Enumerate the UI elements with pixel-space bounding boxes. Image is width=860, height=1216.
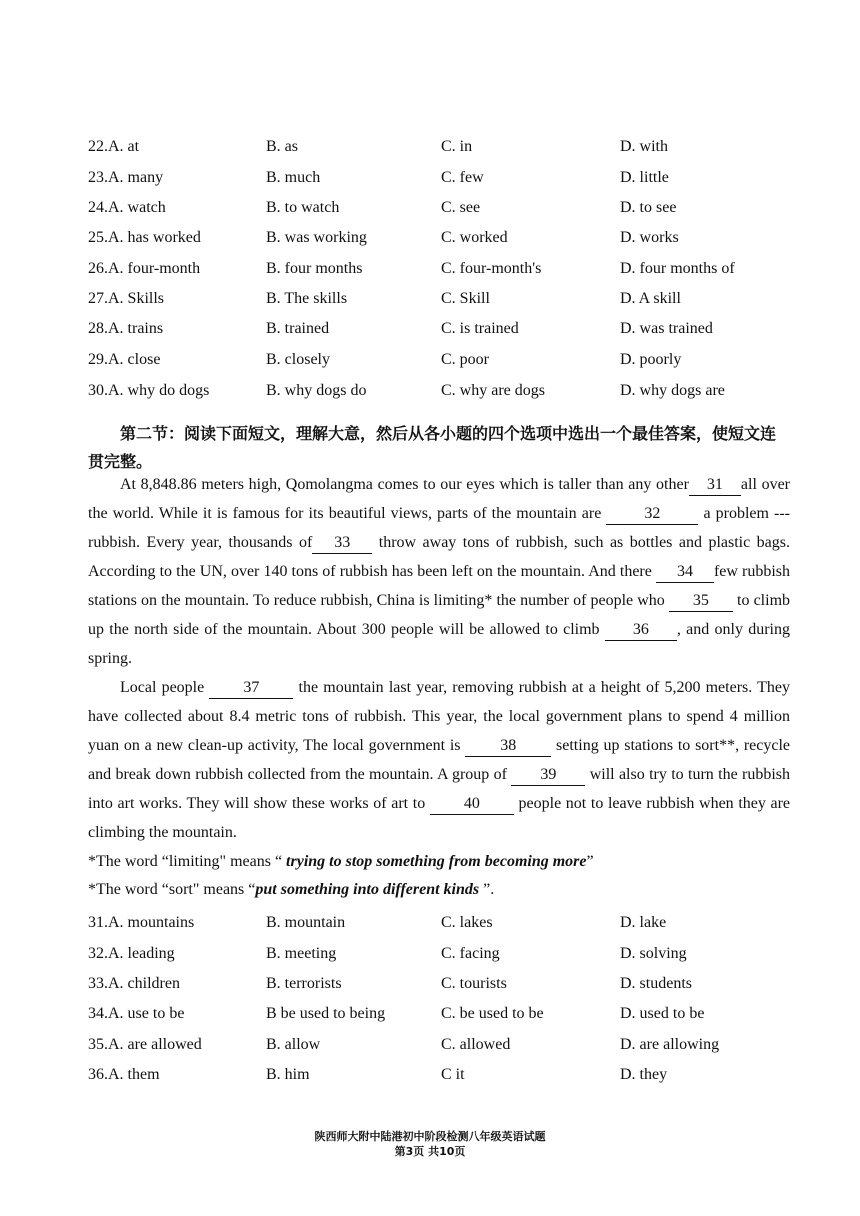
option-c: C. worked <box>441 229 508 246</box>
passage-text: a problem --- rubbish. Every year, thousands of <box>88 505 791 551</box>
option-a <box>88 1032 202 1058</box>
option-c: C. facing <box>441 945 500 962</box>
passage-text: At 8,848.86 meters high, Qomolangma comes to our eyes which is taller than any other <box>120 476 689 493</box>
option-a <box>88 910 194 936</box>
blank-37: 37 <box>209 678 293 699</box>
passage-text: to climb up the north side of the mountain. About 300 people will be allowed to climb <box>88 592 791 638</box>
option-d: D. they <box>620 1066 668 1083</box>
footer-school-title: 陕西师大附中陆港初中阶段检测八年级英语试题 <box>314 1130 546 1143</box>
option-a-text: A. many <box>108 169 164 186</box>
option-a <box>88 286 164 312</box>
option-c: C. is trained <box>441 320 519 337</box>
footer-page-number: 第3页 共10页 <box>394 1145 466 1158</box>
option-c: C. in <box>441 138 473 155</box>
footnote-text: ”. <box>479 881 495 898</box>
option-d: D. little <box>620 169 669 186</box>
passage-text: , and only during spring. <box>88 621 790 667</box>
option-b: B. meeting <box>266 945 337 962</box>
question-row-32 <box>88 941 788 967</box>
option-a-text: A. them <box>108 1066 160 1083</box>
question-row-24 <box>88 195 788 221</box>
option-a-text: A. mountains <box>108 914 195 931</box>
option-a-text: A. are allowed <box>108 1036 202 1053</box>
question-number: 29. <box>88 351 108 368</box>
question-row-29 <box>88 347 788 373</box>
option-a-text: A. trains <box>108 320 164 337</box>
option-d: D. with <box>620 138 668 155</box>
option-a <box>88 165 163 191</box>
question-number: 36. <box>88 1066 108 1083</box>
option-d: D. why dogs are <box>620 382 725 399</box>
option-b: B. him <box>266 1066 310 1083</box>
option-d: D. four months of <box>620 260 735 277</box>
option-a <box>88 1062 160 1088</box>
footnote-definition: put something into different kinds <box>255 881 480 898</box>
passage-text: all over the world. While it is famous for its beautiful views, parts of the mountain are <box>88 476 791 522</box>
blank-33: 33 <box>312 533 372 554</box>
option-a-text: A. leading <box>108 945 175 962</box>
passage-text: people not to leave rubbish when they are climbing the mountain. <box>88 795 791 841</box>
option-d: D. to see <box>620 199 677 216</box>
question-number: 34. <box>88 1005 108 1022</box>
option-c: C. four-month's <box>441 260 542 277</box>
option-d: D. students <box>620 975 692 992</box>
question-number: 23. <box>88 169 108 186</box>
question-number: 28. <box>88 320 108 337</box>
question-row-27 <box>88 286 788 312</box>
question-number: 31. <box>88 914 108 931</box>
blank-34: 34 <box>656 562 714 583</box>
option-b: B. to watch <box>266 199 340 216</box>
question-number: 27. <box>88 290 108 307</box>
option-a-text: A. use to be <box>108 1005 185 1022</box>
option-c: C. lakes <box>441 914 493 931</box>
footnote-limiting <box>88 850 594 874</box>
question-row-30 <box>88 378 788 404</box>
option-d: D. used to be <box>620 1005 705 1022</box>
footnote-text: ” <box>586 853 594 870</box>
option-d: D. works <box>620 229 679 246</box>
option-a <box>88 195 166 221</box>
option-c: C it <box>441 1066 465 1083</box>
passage-text: will also try to turn the rubbish into art works. They will show these works of art to <box>88 766 791 812</box>
option-a-text: A. why do dogs <box>108 382 210 399</box>
blank-36: 36 <box>605 620 677 641</box>
passage-text: the mountain last year, removing rubbish at a height of 5,200 meters. They have collected about 8.4 metric tons of rubbish. This year, the local government plans to spend 4 million yuan on a new clean-up activity, The local government is <box>88 679 791 754</box>
question-row-36 <box>88 1062 788 1088</box>
option-a <box>88 316 163 342</box>
question-number: 24. <box>88 199 108 216</box>
option-b: B. much <box>266 169 321 186</box>
question-number: 35. <box>88 1036 108 1053</box>
option-a-text: A. close <box>108 351 161 368</box>
option-a <box>88 971 180 997</box>
option-a <box>88 134 139 160</box>
option-d: D. A skill <box>620 290 681 307</box>
option-b: B. was working <box>266 229 367 246</box>
footnote-definition: trying to stop something from becoming more <box>286 853 587 870</box>
option-b: B. why dogs do <box>266 382 367 399</box>
option-d: D. lake <box>620 914 667 931</box>
option-a <box>88 225 201 251</box>
question-row-25 <box>88 225 788 251</box>
option-c: C. see <box>441 199 481 216</box>
option-a <box>88 1001 184 1027</box>
option-a <box>88 378 209 404</box>
passage-text: throw away tons of rubbish, such as bottles and plastic bags. According to the UN, over 140 tons of rubbish has been left on the mountain. And there <box>88 534 790 580</box>
question-number: 33. <box>88 975 108 992</box>
passage-text: few rubbish stations on the mountain. To reduce rubbish, China is limiting* the number of people who <box>88 563 791 609</box>
blank-32: 32 <box>606 504 698 525</box>
option-c: C. why are dogs <box>441 382 545 399</box>
blank-35: 35 <box>669 591 733 612</box>
option-a-text: A. four-month <box>108 260 201 277</box>
option-b: B be used to being <box>266 1005 386 1022</box>
footnote-text: *The word “limiting" means “ <box>88 853 287 870</box>
option-d: D. are allowing <box>620 1036 720 1053</box>
question-number: 26. <box>88 260 108 277</box>
option-c: C. few <box>441 169 484 186</box>
question-number: 22. <box>88 138 108 155</box>
question-number: 30. <box>88 382 108 399</box>
passage-paragraph-1 <box>88 470 790 673</box>
question-row-34 <box>88 1001 788 1027</box>
passage-text: Local people <box>120 679 205 696</box>
question-number: 25. <box>88 229 108 246</box>
option-a <box>88 347 160 373</box>
option-b: B. as <box>266 138 298 155</box>
option-a-text: A. Skills <box>108 290 165 307</box>
option-b: B. four months <box>266 260 363 277</box>
option-a <box>88 941 175 967</box>
option-a-text: A. has worked <box>108 229 201 246</box>
blank-40: 40 <box>430 794 514 815</box>
option-d: D. poorly <box>620 351 682 368</box>
question-row-35 <box>88 1032 788 1058</box>
option-b: B. trained <box>266 320 330 337</box>
question-row-31 <box>88 910 788 936</box>
passage <box>88 470 790 847</box>
option-a <box>88 256 200 282</box>
footnote-sort <box>88 878 494 902</box>
option-d: D. was trained <box>620 320 713 337</box>
passage-text: setting up stations to sort**, recycle and break down rubbish collected from the mountain. A group of <box>88 737 791 783</box>
option-a-text: A. watch <box>108 199 166 216</box>
option-a-text: A. children <box>108 975 180 992</box>
question-row-23 <box>88 165 788 191</box>
question-row-28 <box>88 316 788 342</box>
option-d: D. solving <box>620 945 687 962</box>
option-b: B. The skills <box>266 290 348 307</box>
option-c: C. allowed <box>441 1036 511 1053</box>
option-c: C. be used to be <box>441 1005 544 1022</box>
option-b: B. allow <box>266 1036 321 1053</box>
footnote-text: *The word “sort" means “ <box>88 881 256 898</box>
question-number: 32. <box>88 945 108 962</box>
section-heading: 第二节：阅读下面短文，理解大意，然后从各小题的四个选项中选出一个最佳答案，使短文连贯完整。 <box>88 424 777 471</box>
option-b: B. terrorists <box>266 975 342 992</box>
option-b: B. closely <box>266 351 330 368</box>
question-row-22 <box>88 134 788 160</box>
option-b: B. mountain <box>266 914 346 931</box>
option-c: C. Skill <box>441 290 490 307</box>
option-c: C. tourists <box>441 975 507 992</box>
option-a-text: A. at <box>108 138 140 155</box>
blank-38: 38 <box>465 736 551 757</box>
blank-39: 39 <box>511 765 585 786</box>
question-row-26 <box>88 256 788 282</box>
blank-31: 31 <box>689 475 741 496</box>
passage-paragraph-2 <box>88 673 790 847</box>
option-c: C. poor <box>441 351 489 368</box>
question-row-33 <box>88 971 788 997</box>
